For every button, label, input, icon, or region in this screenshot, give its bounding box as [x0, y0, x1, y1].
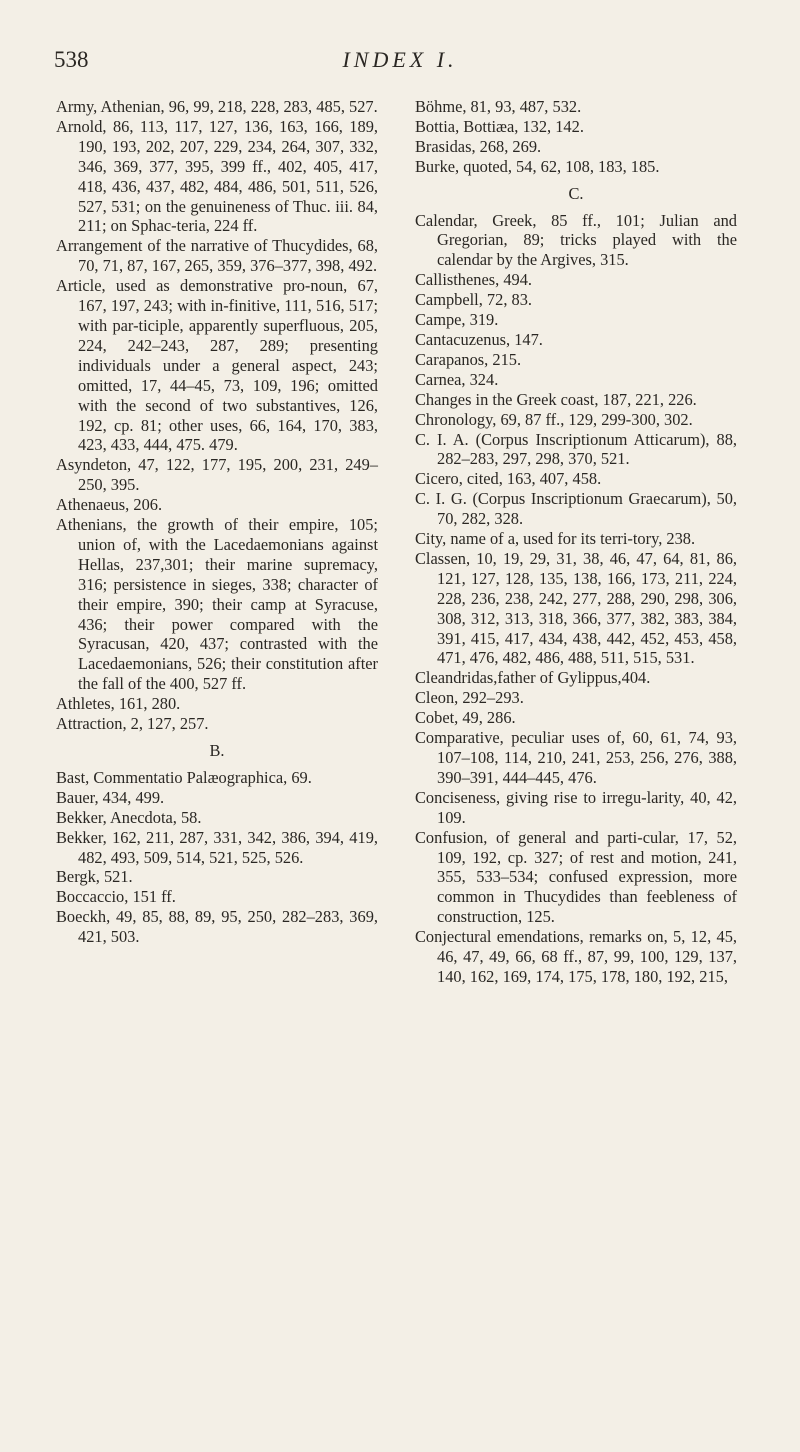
index-entry: Campbell, 72, 83.: [415, 290, 532, 310]
index-entry: Article, used as demonstrative pro-noun, 67, 167, 197, 243; with in-finitive, 111, 516, 517; with par-ticiple, apparently superfluous, 205, 224, 242–243, 287, 289; presenting individuals under a general aspect, 243; omitted, 17, 44–45, 73, 109, 196; omitted with the second of two substantives, 126, 192, cp. 81; other uses, 66, 164, 170, 383, 423, 433, 444, 475. 479.: [56, 276, 378, 455]
index-entry: Classen, 10, 19, 29, 31, 38, 46, 47, 64, 81, 86, 121, 127, 128, 135, 138, 166, 173, 211, 224, 228, 236, 238, 242, 277, 288, 290, 298, 306, 308, 312, 313, 318, 366, 377, 382, 383, 384, 391, 415, 417, 434, 438, 442, 452, 453, 458, 471, 476, 482, 486, 488, 511, 515, 531.: [415, 548, 737, 668]
index-entry: Athletes, 161, 280.: [56, 694, 181, 714]
index-entry: Boccaccio, 151 ff.: [56, 887, 176, 907]
index-entry: Brasidas, 268, 269.: [415, 136, 542, 156]
index-entry: Attraction, 2, 127, 257.: [56, 714, 209, 734]
index-entry: Cleon, 292–293.: [415, 688, 524, 708]
index-entry: Bergk, 521.: [56, 867, 133, 887]
index-entry: Athenians, the growth of their empire, 105; union of, with the Lacedaemonians against Hellas, 237,301; their marine supremacy, 316; persistence in sieges, 338; character of their empire, 390; their camp at Syracuse, 436; their power compared with the Syracusan, 420, 437; contrasted with the Lacedaemonians, 526; their constitution after the fall of the 400, 527 ff.: [56, 515, 378, 694]
section-letter: B.: [209, 741, 225, 760]
index-entry: Changes in the Greek coast, 187, 221, 226.: [415, 389, 697, 409]
index-entry: C. I. G. (Corpus Inscriptionum Graecarum), 50, 70, 282, 328.: [415, 489, 737, 529]
index-entry: Chronology, 69, 87 ff., 129, 299-300, 302.: [415, 409, 693, 429]
index-entry: Bekker, 162, 211, 287, 331, 342, 386, 394, 419, 482, 493, 509, 514, 521, 525, 526.: [56, 827, 378, 867]
index-entry: C. I. A. (Corpus Inscriptionum Atticarum), 88, 282–283, 297, 298, 370, 521.: [415, 429, 737, 469]
page-header: [54, 47, 746, 81]
index-entry: Conciseness, giving rise to irregu-larity, 40, 42, 109.: [415, 787, 737, 827]
index-entry: Arrangement of the narrative of Thucydides, 68, 70, 71, 87, 167, 265, 359, 376–377, 398, 492.: [56, 236, 378, 276]
index-entry: Bekker, Anecdota, 58.: [56, 807, 202, 827]
index-entry: Boeckh, 49, 85, 88, 89, 95, 250, 282–283, 369, 421, 503.: [56, 907, 378, 947]
index-entry: Cantacuzenus, 147.: [415, 329, 543, 349]
index-entry: Burke, quoted, 54, 62, 108, 183, 185.: [415, 156, 660, 176]
index-entry: Bauer, 434, 499.: [56, 787, 165, 807]
index-entry: Campe, 319.: [415, 310, 499, 330]
index-entry: Comparative, peculiar uses of, 60, 61, 74, 93, 107–108, 114, 210, 241, 253, 256, 276, 388, 390–391, 444–445, 476.: [415, 728, 737, 787]
index-entry: Carnea, 324.: [415, 369, 499, 389]
index-entry: Conjectural emendations, remarks on, 5, 12, 45, 46, 47, 49, 66, 68 ff., 87, 99, 100, 129, 137, 140, 162, 169, 174, 175, 178, 180, 192, 215,: [415, 927, 737, 986]
running-title: INDEX I.: [342, 47, 458, 72]
index-entry: Cicero, cited, 163, 407, 458.: [415, 469, 602, 489]
index-entry: Asyndeton, 47, 122, 177, 195, 200, 231, 249–250, 395.: [56, 455, 378, 495]
index-entry: Army, Athenian, 96, 99, 218, 228, 283, 485, 527.: [56, 97, 378, 116]
index-entry: Athenaeus, 206.: [56, 495, 163, 515]
index-entry: Callisthenes, 494.: [415, 270, 532, 290]
index-entry: Cleandridas,father of Gylippus,404.: [415, 668, 651, 688]
index-entry: Cobet, 49, 286.: [415, 708, 516, 728]
index-entry: City, name of a, used for its terri-tory, 238.: [415, 529, 696, 549]
page-number: 538: [54, 47, 89, 72]
index-entry: Böhme, 81, 93, 487, 532.: [415, 97, 582, 116]
index-entry: Bottia, Bottiæa, 132, 142.: [415, 116, 584, 136]
index-entry: Confusion, of general and parti-cular, 17, 52, 109, 192, cp. 327; of rest and motion, 241, 355, 533–534; confused expression, more common in Thucydides than feebleness of construction, 125.: [415, 827, 737, 927]
left-column: [56, 97, 378, 947]
index-entry: Bast, Commentatio Palæographica, 69.: [56, 767, 312, 787]
index-entry: Calendar, Greek, 85 ff., 101; Julian and Gregorian, 89; tricks played with the calendar by the Argives, 315.: [415, 210, 737, 270]
index-entry: Carapanos, 215.: [415, 349, 522, 369]
index-entry: Arnold, 86, 113, 117, 127, 136, 163, 166, 189, 190, 193, 202, 207, 229, 234, 264, 307, 332, 346, 369, 377, 395, 399 ff., 402, 405, 417, 418, 436, 437, 482, 484, 486, 501, 511, 526, 527, 531; on the genuineness of Thuc. iii. 84, 211; on Sphac-teria, 224 ff.: [56, 116, 378, 236]
right-column: [415, 97, 737, 987]
section-letter: C.: [568, 183, 584, 203]
